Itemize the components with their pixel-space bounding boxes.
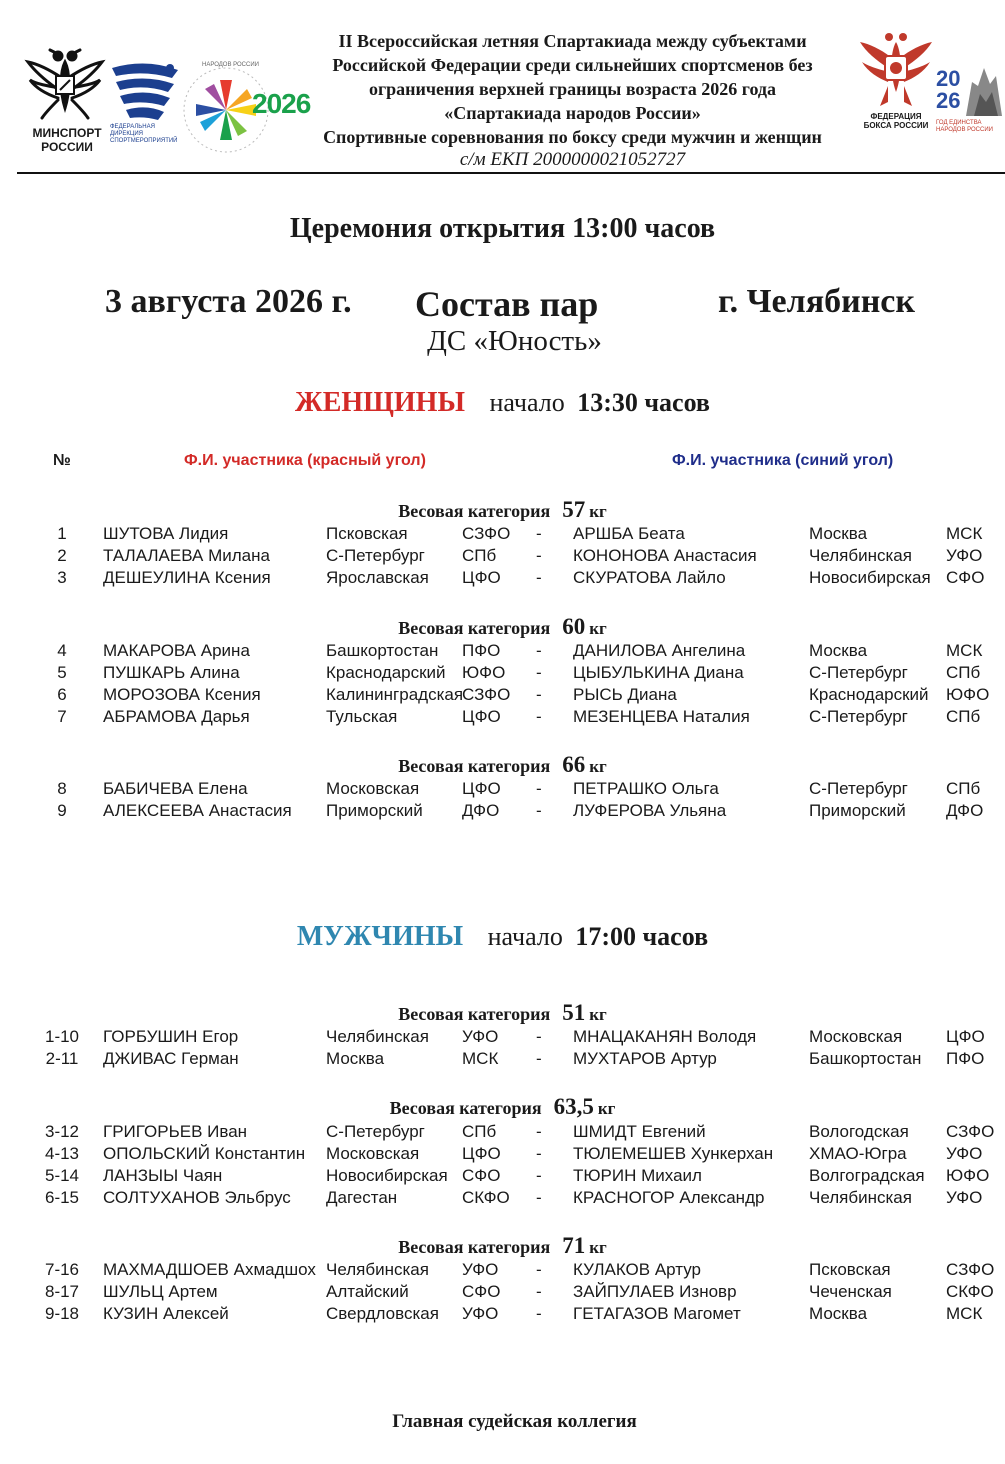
men-section-heading xyxy=(0,921,1005,953)
blue-corner-region: Челябинская xyxy=(809,546,912,565)
blue-corner-district: УФО xyxy=(946,1188,983,1207)
weight-unit: кг xyxy=(589,757,607,776)
blue-corner-region: С-Петербург xyxy=(809,663,908,682)
red-corner-district: СЗФО xyxy=(462,524,511,543)
red-corner-district: УФО xyxy=(462,1260,499,1279)
red-corner-region: Алтайский xyxy=(326,1282,409,1301)
weight-unit: кг xyxy=(597,1099,616,1118)
weight-unit: кг xyxy=(589,502,607,521)
red-corner-name: МАХМАДШОЕВ Ахмадшох xyxy=(103,1260,316,1279)
bout-number: 7-16 xyxy=(44,1260,80,1279)
weight-unit: кг xyxy=(589,1005,607,1024)
weight-category-label: Весовая категория xyxy=(398,756,551,776)
bout-row xyxy=(0,640,1005,662)
red-corner-district: ЦФО xyxy=(462,779,501,798)
red-corner-district: СФО xyxy=(462,1166,501,1185)
red-corner-district: СКФО xyxy=(462,1188,510,1207)
bout-row xyxy=(0,1303,1005,1325)
header-line-5: Спортивные соревнования по боксу среди мужчин и женщин xyxy=(323,127,822,147)
blue-corner-name: КОНОНОВА Анастасия xyxy=(573,546,757,565)
red-corner-district: ЦФО xyxy=(462,568,501,587)
blue-corner-name: РЫСЬ Диана xyxy=(573,685,677,704)
blue-corner-name: ЦЫБУЛЬКИНА Диана xyxy=(573,663,744,682)
red-corner-district: СПб xyxy=(462,1122,497,1141)
red-corner-region: Ярославская xyxy=(326,568,429,587)
red-corner-name: ПУШКАРЬ Алина xyxy=(103,663,240,682)
blue-corner-name: МУХТАРОВ Артур xyxy=(573,1049,717,1068)
red-corner-region: Московская xyxy=(326,779,420,798)
red-corner-region: С-Петербург xyxy=(326,546,425,565)
blue-corner-name: МЕЗЕНЦЕВА Наталия xyxy=(573,707,750,726)
blue-corner-district: СПб xyxy=(946,707,981,726)
weight-category-heading xyxy=(0,1000,1005,1026)
red-corner-region: Новосибирская xyxy=(326,1166,448,1185)
red-corner-name: БАБИЧЕВА Елена xyxy=(103,779,248,798)
men-start-time: 17:00 часов xyxy=(575,922,709,951)
versus-dash: - xyxy=(536,707,542,726)
bout-number: 8-17 xyxy=(44,1282,80,1301)
bout-row xyxy=(0,1259,1005,1281)
blue-corner-name: ЗАЙПУЛАЕВ Изновр xyxy=(573,1282,737,1301)
versus-dash: - xyxy=(536,779,542,798)
competition-city: г. Челябинск xyxy=(718,283,915,320)
blue-corner-name: ДАНИЛОВА Ангелина xyxy=(573,641,746,660)
weight-category-label: Весовая категория xyxy=(398,1237,551,1257)
blue-corner-name: ШМИДТ Евгений xyxy=(573,1122,706,1141)
blue-corner-region: Чеченская xyxy=(809,1282,892,1301)
red-corner-name: СОЛТУХАНОВ Эльбрус xyxy=(103,1188,291,1207)
blue-corner-district: МСК xyxy=(946,641,983,660)
red-corner-name: ШУТОВА Лидия xyxy=(103,524,229,543)
red-corner-region: Дагестан xyxy=(326,1188,398,1207)
blue-corner-name: ТЮЛЕМЕШЕВ Хункерхан xyxy=(573,1144,774,1163)
blue-corner-region: Вологодская xyxy=(809,1122,909,1141)
column-header-no: № xyxy=(53,452,71,469)
red-corner-region: Приморский xyxy=(326,801,423,820)
weight-category-heading xyxy=(0,497,1005,523)
blue-corner-region: Псковская xyxy=(809,1260,891,1279)
versus-dash: - xyxy=(536,524,542,543)
versus-dash: - xyxy=(536,685,542,704)
red-corner-district: УФО xyxy=(462,1304,499,1323)
red-corner-district: СФО xyxy=(462,1282,501,1301)
blue-corner-name: ЛУФЕРОВА Ульяна xyxy=(573,801,727,820)
blue-corner-name: КРАСНОГОР Александр xyxy=(573,1188,765,1207)
red-corner-district: СЗФО xyxy=(462,685,511,704)
red-corner-region: Московская xyxy=(326,1144,420,1163)
bout-number: 6-15 xyxy=(44,1188,80,1207)
red-corner-district: ЦФО xyxy=(462,707,501,726)
red-corner-name: ДЖИВАС Герман xyxy=(103,1049,239,1068)
men-start-label: начало xyxy=(487,922,563,951)
blue-corner-region: Москва xyxy=(809,1304,868,1323)
blue-corner-name: МНАЦАКАНЯН Володя xyxy=(573,1027,757,1046)
blue-corner-district: МСК xyxy=(946,524,983,543)
versus-dash: - xyxy=(536,801,542,820)
red-corner-name: ШУЛЬЦ Артем xyxy=(103,1282,218,1301)
blue-corner-region: Москва xyxy=(809,641,868,660)
versus-dash: - xyxy=(536,1144,542,1163)
red-corner-name: ОПОЛЬСКИЙ Константин xyxy=(103,1144,306,1163)
bout-number: 4 xyxy=(57,641,67,660)
weight-unit: кг xyxy=(589,1238,607,1257)
women-start-time: 13:30 часов xyxy=(577,388,710,417)
blue-corner-name: ГЕТАГАЗОВ Магомет xyxy=(573,1304,741,1323)
versus-dash: - xyxy=(536,1304,542,1323)
bout-number: 2 xyxy=(57,546,67,565)
red-corner-region: Калининградская xyxy=(326,685,464,704)
blue-corner-district: СФО xyxy=(946,568,985,587)
red-corner-district: ЦФО xyxy=(462,1144,501,1163)
header-line-4: «Спартакиада народов России» xyxy=(444,103,701,123)
boxing-federation-text: ФЕДЕРАЦИЯ БОКСА РОССИИ xyxy=(863,112,929,130)
weight-value: 66 xyxy=(562,752,586,777)
red-corner-name: ЛАНЗЫЫ Чаян xyxy=(103,1166,223,1185)
column-header-red-corner: Ф.И. участника (красный угол) xyxy=(184,452,426,469)
blue-corner-district: ЮФО xyxy=(946,1166,990,1185)
versus-dash: - xyxy=(536,663,542,682)
red-corner-region: Краснодарский xyxy=(326,663,446,682)
blue-corner-district: СКФО xyxy=(946,1282,994,1301)
bout-number: 3-12 xyxy=(44,1122,80,1141)
red-corner-region: Свердловская xyxy=(326,1304,439,1323)
blue-corner-district: ЦФО xyxy=(946,1027,985,1046)
blue-corner-region: С-Петербург xyxy=(809,779,908,798)
blue-corner-region: Приморский xyxy=(809,801,906,820)
bout-row xyxy=(0,1165,1005,1187)
chief-judges-signature: Главная судейская коллегия xyxy=(392,1411,637,1432)
weight-category-label: Весовая категория xyxy=(398,618,551,638)
versus-dash: - xyxy=(536,641,542,660)
blue-corner-region: Новосибирская xyxy=(809,568,931,587)
bout-number: 1-10 xyxy=(44,1027,80,1046)
ekp-number: с/м ЕКП 2000000021052727 xyxy=(459,149,686,170)
blue-corner-district: УФО xyxy=(946,1144,983,1163)
bout-number: 9-18 xyxy=(44,1304,80,1323)
bout-row xyxy=(0,1048,1005,1070)
bout-number: 3 xyxy=(57,568,67,587)
blue-corner-region: Башкортостан xyxy=(809,1049,922,1068)
bout-row xyxy=(0,662,1005,684)
bout-row xyxy=(0,1026,1005,1048)
men-title: МУЖЧИНЫ xyxy=(296,921,464,952)
blue-corner-name: ТЮРИН Михаил xyxy=(573,1166,702,1185)
versus-dash: - xyxy=(536,1188,542,1207)
fdsr-logo-text: ФЕДЕРАЛЬНАЯ ДИРЕКЦИЯ СПОРТМЕРОПРИЯТИЙ xyxy=(110,124,178,144)
versus-dash: - xyxy=(536,1260,542,1279)
versus-dash: - xyxy=(536,1282,542,1301)
blue-corner-district: СПб xyxy=(946,663,981,682)
versus-dash: - xyxy=(536,1166,542,1185)
red-corner-name: ДЕШЕУЛИНА Ксения xyxy=(103,568,271,587)
weight-category-heading xyxy=(0,1233,1005,1259)
weight-unit: кг xyxy=(589,619,607,638)
weight-value: 51 xyxy=(562,1000,586,1025)
blue-corner-district: ДФО xyxy=(946,801,984,820)
weight-value: 71 xyxy=(562,1233,586,1258)
versus-dash: - xyxy=(536,546,542,565)
spartakiad-ring-text: НАРОДОВ РОССИИ xyxy=(202,62,259,68)
versus-dash: - xyxy=(536,1027,542,1046)
bout-number: 5 xyxy=(57,663,67,682)
blue-corner-name: ПЕТРАШКО Ольга xyxy=(573,779,719,798)
weight-category-label: Весовая категория xyxy=(389,1098,542,1118)
versus-dash: - xyxy=(536,1122,542,1141)
competition-date: 3 августа 2026 г. xyxy=(105,283,352,320)
red-corner-name: ГОРБУШИН Егор xyxy=(103,1027,239,1046)
bout-row xyxy=(0,545,1005,567)
red-corner-district: ПФО xyxy=(462,641,501,660)
blue-corner-name: СКУРАТОВА Лайло xyxy=(573,568,726,587)
bout-number: 2-11 xyxy=(45,1049,79,1068)
women-title: ЖЕНЩИНЫ xyxy=(295,387,465,418)
blue-corner-district: ПФО xyxy=(946,1049,985,1068)
women-start-label: начало xyxy=(489,388,565,417)
spartakiad-year: 2026 xyxy=(252,88,311,119)
document-title: Состав пар xyxy=(415,284,599,324)
blue-corner-district: ЮФО xyxy=(946,685,990,704)
blue-corner-region: ХМАО-Югра xyxy=(809,1144,907,1163)
blue-corner-name: КУЛАКОВ Артур xyxy=(573,1260,701,1279)
red-corner-district: МСК xyxy=(462,1049,499,1068)
blue-corner-district: СПб xyxy=(946,779,981,798)
red-corner-district: ЮФО xyxy=(462,663,506,682)
red-corner-name: АЛЕКСЕЕВА Анастасия xyxy=(103,801,292,820)
red-corner-region: Москва xyxy=(326,1049,385,1068)
red-corner-name: КУЗИН Алексей xyxy=(103,1304,229,1323)
bout-row xyxy=(0,1143,1005,1165)
women-section-heading xyxy=(0,387,1005,419)
header-line-2: Российской Федерации среди сильнейших спортсменов без xyxy=(332,55,813,75)
bout-row xyxy=(0,800,1005,822)
red-corner-region: Башкортостан xyxy=(326,641,439,660)
blue-corner-region: С-Петербург xyxy=(809,707,908,726)
red-corner-region: Челябинская xyxy=(326,1027,429,1046)
blue-corner-region: Московская xyxy=(809,1027,903,1046)
bout-number: 6 xyxy=(57,685,67,704)
red-corner-name: ГРИГОРЬЕВ Иван xyxy=(103,1122,248,1141)
bout-number: 4-13 xyxy=(44,1144,80,1163)
weight-category-heading xyxy=(0,614,1005,640)
weight-category-label: Весовая категория xyxy=(398,1004,551,1024)
weight-category-label: Весовая категория xyxy=(398,501,551,521)
weight-value: 60 xyxy=(562,614,586,639)
ceremony-title: Церемония открытия 13:00 часов xyxy=(289,213,716,244)
red-corner-name: МОРОЗОВА Ксения xyxy=(103,685,261,704)
blue-corner-district: МСК xyxy=(946,1304,983,1323)
bout-row xyxy=(0,684,1005,706)
blue-corner-district: СЗФО xyxy=(946,1260,995,1279)
bout-row xyxy=(0,523,1005,545)
red-corner-region: Псковская xyxy=(326,524,408,543)
red-corner-name: АБРАМОВА Дарья xyxy=(103,707,250,726)
header-divider xyxy=(17,172,1005,174)
bout-number: 8 xyxy=(57,779,67,798)
bout-row xyxy=(0,706,1005,728)
red-corner-region: Тульская xyxy=(326,707,398,726)
blue-corner-district: УФО xyxy=(946,546,983,565)
column-header-blue-corner: Ф.И. участника (синий угол) xyxy=(672,452,894,469)
year-badge-caption: ГОД ЕДИНСТВА НАРОДОВ РОССИИ xyxy=(936,120,993,133)
versus-dash: - xyxy=(536,568,542,587)
bout-number: 9 xyxy=(57,801,67,820)
bout-number: 5-14 xyxy=(44,1166,80,1185)
year-badge-number: 2026 xyxy=(936,66,961,113)
red-corner-name: МАКАРОВА Арина xyxy=(103,641,250,660)
header-line-3: ограничения верхней границы возраста 2026 года xyxy=(368,79,777,99)
versus-dash: - xyxy=(536,1049,542,1068)
weight-value: 63,5 xyxy=(553,1094,594,1119)
weight-value: 57 xyxy=(562,497,586,522)
bout-number: 7 xyxy=(57,707,67,726)
bout-row xyxy=(0,567,1005,589)
bout-row xyxy=(0,778,1005,800)
venue: ДС «Юность» xyxy=(427,325,602,357)
minsport-logo-text: МИНСПОРТ РОССИИ xyxy=(32,126,102,154)
blue-corner-region: Волгоградская xyxy=(809,1166,925,1185)
red-corner-region: Челябинская xyxy=(326,1260,429,1279)
red-corner-name: ТАЛАЛАЕВА Милана xyxy=(103,546,270,565)
weight-category-heading xyxy=(0,1094,1005,1120)
red-corner-district: ДФО xyxy=(462,801,500,820)
blue-corner-district: СЗФО xyxy=(946,1122,995,1141)
blue-corner-name: АРШБА Беата xyxy=(573,524,685,543)
red-corner-district: СПб xyxy=(462,546,497,565)
bout-row xyxy=(0,1187,1005,1209)
red-corner-district: УФО xyxy=(462,1027,499,1046)
blue-corner-region: Челябинская xyxy=(809,1188,912,1207)
blue-corner-region: Москва xyxy=(809,524,868,543)
red-corner-region: С-Петербург xyxy=(326,1122,425,1141)
bout-row xyxy=(0,1281,1005,1303)
weight-category-heading xyxy=(0,752,1005,778)
header-line-1: II Всероссийская летняя Спартакиада между субъектами xyxy=(338,31,807,51)
bout-number: 1 xyxy=(57,524,67,543)
blue-corner-region: Краснодарский xyxy=(809,685,929,704)
bout-row xyxy=(0,1121,1005,1143)
